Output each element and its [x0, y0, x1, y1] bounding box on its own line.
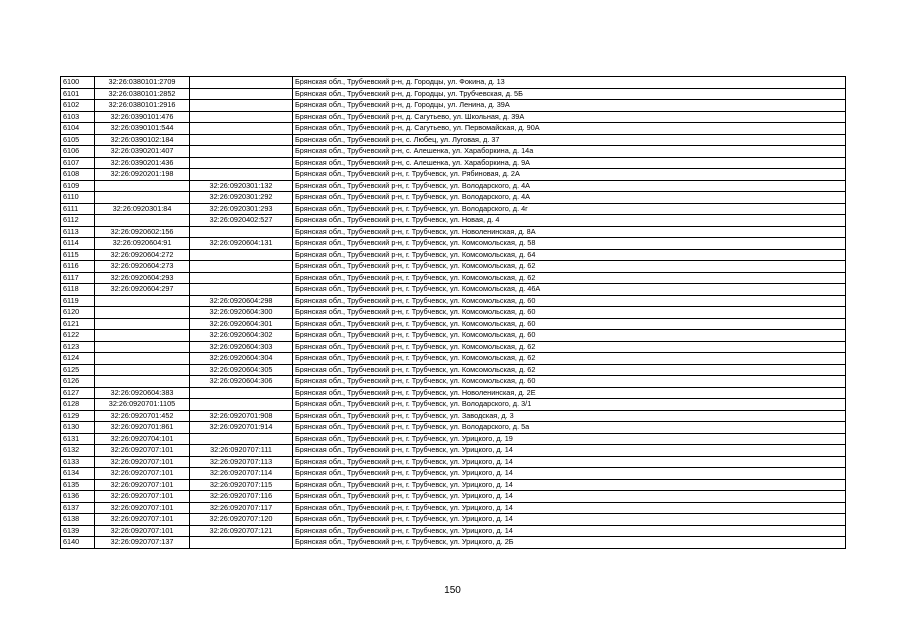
- row-number-cell: 6134: [61, 468, 95, 480]
- building-cadastral-number-cell: [190, 169, 293, 181]
- building-cadastral-number-cell: [190, 111, 293, 123]
- address-cell: Брянская обл., Трубчевский р-н, д. Городцы, ул. Ленина, д. 39А: [293, 100, 846, 112]
- table-row: [61, 203, 846, 215]
- table-row: [61, 192, 846, 204]
- table-row: [61, 341, 846, 353]
- land-cadastral-number-cell: 32:26:0380101:2916: [95, 100, 190, 112]
- building-cadastral-number-cell: 32:26:0920707:115: [190, 479, 293, 491]
- building-cadastral-number-cell: 32:26:0920604:298: [190, 295, 293, 307]
- address-cell: Брянская обл., Трубчевский р-н, г. Трубчевск, ул. Заводская, д. 3: [293, 410, 846, 422]
- address-cell: Брянская обл., Трубчевский р-н, г. Трубчевск, ул. Урицкого, д. 14: [293, 456, 846, 468]
- table-row: [61, 226, 846, 238]
- address-cell: Брянская обл., Трубчевский р-н, г. Трубчевск, ул. Комсомольская, д. 60: [293, 318, 846, 330]
- row-number-cell: 6110: [61, 192, 95, 204]
- address-cell: Брянская обл., Трубчевский р-н, г. Трубчевск, ул. Володарского, д. 4г: [293, 203, 846, 215]
- building-cadastral-number-cell: 32:26:0920707:120: [190, 514, 293, 526]
- address-cell: Брянская обл., Трубчевский р-н, г. Трубчевск, ул. Комсомольская, д. 60: [293, 376, 846, 388]
- land-cadastral-number-cell: 32:26:0920602:156: [95, 226, 190, 238]
- table-row: [61, 491, 846, 503]
- row-number-cell: 6137: [61, 502, 95, 514]
- land-cadastral-number-cell: 32:26:0920707:101: [95, 502, 190, 514]
- table-row: [61, 364, 846, 376]
- row-number-cell: 6133: [61, 456, 95, 468]
- table-row: [61, 169, 846, 181]
- land-cadastral-number-cell: [95, 192, 190, 204]
- table-row: [61, 307, 846, 319]
- address-cell: Брянская обл., Трубчевский р-н, г. Трубчевск, ул. Володарского, д. 4А: [293, 192, 846, 204]
- row-number-cell: 6103: [61, 111, 95, 123]
- building-cadastral-number-cell: 32:26:0920301:292: [190, 192, 293, 204]
- address-cell: Брянская обл., Трубчевский р-н, г. Трубчевск, ул. Комсомольская, д. 62: [293, 353, 846, 365]
- table-row: [61, 468, 846, 480]
- land-cadastral-number-cell: 32:26:0920707:101: [95, 468, 190, 480]
- row-number-cell: 6139: [61, 525, 95, 537]
- row-number-cell: 6102: [61, 100, 95, 112]
- land-cadastral-number-cell: 32:26:0920707:101: [95, 456, 190, 468]
- row-number-cell: 6125: [61, 364, 95, 376]
- row-number-cell: 6100: [61, 77, 95, 89]
- address-cell: Брянская обл., Трубчевский р-н, г. Трубчевск, ул. Новоленинская, д. 2Е: [293, 387, 846, 399]
- table-row: [61, 387, 846, 399]
- table-row: [61, 77, 846, 89]
- table-row: [61, 100, 846, 112]
- table-row: [61, 180, 846, 192]
- row-number-cell: 6117: [61, 272, 95, 284]
- building-cadastral-number-cell: [190, 537, 293, 549]
- building-cadastral-number-cell: 32:26:0920301:132: [190, 180, 293, 192]
- building-cadastral-number-cell: [190, 387, 293, 399]
- address-cell: Брянская обл., Трубчевский р-н, г. Трубчевск, ул. Урицкого, д. 19: [293, 433, 846, 445]
- land-cadastral-number-cell: [95, 330, 190, 342]
- table-row: [61, 284, 846, 296]
- building-cadastral-number-cell: [190, 433, 293, 445]
- row-number-cell: 6129: [61, 410, 95, 422]
- table-row: [61, 445, 846, 457]
- address-cell: Брянская обл., Трубчевский р-н, г. Трубчевск, ул. Комсомольская, д. 62: [293, 261, 846, 273]
- building-cadastral-number-cell: 32:26:0920707:116: [190, 491, 293, 503]
- table-row: [61, 238, 846, 250]
- land-cadastral-number-cell: 32:26:0920604:383: [95, 387, 190, 399]
- land-cadastral-number-cell: 32:26:0920201:198: [95, 169, 190, 181]
- row-number-cell: 6106: [61, 146, 95, 158]
- building-cadastral-number-cell: [190, 146, 293, 158]
- address-cell: Брянская обл., Трубчевский р-н, г. Трубчевск, ул. Комсомольская, д. 60: [293, 330, 846, 342]
- building-cadastral-number-cell: [190, 226, 293, 238]
- table-row: [61, 111, 846, 123]
- row-number-cell: 6114: [61, 238, 95, 250]
- row-number-cell: 6140: [61, 537, 95, 549]
- row-number-cell: 6112: [61, 215, 95, 227]
- land-cadastral-number-cell: 32:26:0920604:293: [95, 272, 190, 284]
- address-cell: Брянская обл., Трубчевский р-н, с. Любец, ул. Луговая, д. 37: [293, 134, 846, 146]
- land-cadastral-number-cell: 32:26:0920604:273: [95, 261, 190, 273]
- building-cadastral-number-cell: [190, 261, 293, 273]
- building-cadastral-number-cell: [190, 157, 293, 169]
- building-cadastral-number-cell: 32:26:0920604:305: [190, 364, 293, 376]
- table-row: [61, 353, 846, 365]
- address-cell: Брянская обл., Трубчевский р-н, г. Трубчевск, ул. Володарского, д. 4А: [293, 180, 846, 192]
- row-number-cell: 6105: [61, 134, 95, 146]
- address-cell: Брянская обл., Трубчевский р-н, г. Трубчевск, ул. Новоленинская, д. 8А: [293, 226, 846, 238]
- row-number-cell: 6131: [61, 433, 95, 445]
- building-cadastral-number-cell: 32:26:0920604:303: [190, 341, 293, 353]
- land-cadastral-number-cell: 32:26:0920701:1105: [95, 399, 190, 411]
- table-row: [61, 479, 846, 491]
- land-cadastral-number-cell: [95, 318, 190, 330]
- building-cadastral-number-cell: 32:26:0920604:304: [190, 353, 293, 365]
- building-cadastral-number-cell: 32:26:0920707:121: [190, 525, 293, 537]
- land-cadastral-number-cell: [95, 215, 190, 227]
- land-cadastral-number-cell: 32:26:0380101:2709: [95, 77, 190, 89]
- land-cadastral-number-cell: [95, 295, 190, 307]
- address-cell: Брянская обл., Трубчевский р-н, г. Трубчевск, ул. Комсомольская, д. 46А: [293, 284, 846, 296]
- address-cell: Брянская обл., Трубчевский р-н, д. Сагутьево, ул. Первомайская, д. 90А: [293, 123, 846, 135]
- table-row: [61, 215, 846, 227]
- table-row: [61, 249, 846, 261]
- address-cell: Брянская обл., Трубчевский р-н, г. Трубчевск, ул. Комсомольская, д. 62: [293, 272, 846, 284]
- row-number-cell: 6107: [61, 157, 95, 169]
- table-row: [61, 502, 846, 514]
- land-cadastral-number-cell: 32:26:0920707:101: [95, 491, 190, 503]
- row-number-cell: 6120: [61, 307, 95, 319]
- address-cell: Брянская обл., Трубчевский р-н, г. Трубчевск, ул. Комсомольская, д. 64: [293, 249, 846, 261]
- row-number-cell: 6130: [61, 422, 95, 434]
- land-cadastral-number-cell: [95, 376, 190, 388]
- building-cadastral-number-cell: [190, 88, 293, 100]
- address-cell: Брянская обл., Трубчевский р-н, г. Трубчевск, ул. Урицкого, д. 14: [293, 502, 846, 514]
- address-cell: Брянская обл., Трубчевский р-н, д. Городцы, ул. Фокина, д. 13: [293, 77, 846, 89]
- address-cell: Брянская обл., Трубчевский р-н, г. Трубчевск, ул. Володарского, д. 5а: [293, 422, 846, 434]
- address-cell: Брянская обл., Трубчевский р-н, г. Трубчевск, ул. Урицкого, д. 14: [293, 445, 846, 457]
- building-cadastral-number-cell: 32:26:0920604:306: [190, 376, 293, 388]
- table-row: [61, 399, 846, 411]
- table-row: [61, 261, 846, 273]
- row-number-cell: 6128: [61, 399, 95, 411]
- row-number-cell: 6116: [61, 261, 95, 273]
- building-cadastral-number-cell: 32:26:0920707:117: [190, 502, 293, 514]
- address-cell: Брянская обл., Трубчевский р-н, г. Трубчевск, ул. Урицкого, д. 14: [293, 514, 846, 526]
- row-number-cell: 6101: [61, 88, 95, 100]
- row-number-cell: 6124: [61, 353, 95, 365]
- row-number-cell: 6136: [61, 491, 95, 503]
- table-row: [61, 295, 846, 307]
- land-cadastral-number-cell: 32:26:0920707:101: [95, 525, 190, 537]
- row-number-cell: 6126: [61, 376, 95, 388]
- table-row: [61, 157, 846, 169]
- land-cadastral-number-cell: 32:26:0920704:101: [95, 433, 190, 445]
- land-cadastral-number-cell: [95, 180, 190, 192]
- row-number-cell: 6123: [61, 341, 95, 353]
- row-number-cell: 6119: [61, 295, 95, 307]
- table-row: [61, 134, 846, 146]
- building-cadastral-number-cell: 32:26:0920701:908: [190, 410, 293, 422]
- land-cadastral-number-cell: [95, 353, 190, 365]
- building-cadastral-number-cell: [190, 284, 293, 296]
- table-body: [61, 77, 846, 549]
- row-number-cell: 6113: [61, 226, 95, 238]
- row-number-cell: 6135: [61, 479, 95, 491]
- table-row: [61, 376, 846, 388]
- building-cadastral-number-cell: [190, 134, 293, 146]
- address-cell: Брянская обл., Трубчевский р-н, г. Трубчевск, ул. Володарского, д. 3/1: [293, 399, 846, 411]
- land-cadastral-number-cell: 32:26:0920707:101: [95, 514, 190, 526]
- row-number-cell: 6127: [61, 387, 95, 399]
- building-cadastral-number-cell: [190, 272, 293, 284]
- land-cadastral-number-cell: 32:26:0390201:436: [95, 157, 190, 169]
- table-row: [61, 456, 846, 468]
- land-cadastral-number-cell: 32:26:0920707:137: [95, 537, 190, 549]
- address-cell: Брянская обл., Трубчевский р-н, с. Алешенка, ул. Хараборкина, д. 9А: [293, 157, 846, 169]
- land-cadastral-number-cell: [95, 307, 190, 319]
- building-cadastral-number-cell: 32:26:0920604:301: [190, 318, 293, 330]
- building-cadastral-number-cell: 32:26:0920604:131: [190, 238, 293, 250]
- row-number-cell: 6108: [61, 169, 95, 181]
- land-cadastral-number-cell: 32:26:0920604:272: [95, 249, 190, 261]
- land-cadastral-number-cell: 32:26:0920707:101: [95, 445, 190, 457]
- table-row: [61, 318, 846, 330]
- building-cadastral-number-cell: 32:26:0920604:302: [190, 330, 293, 342]
- address-cell: Брянская обл., Трубчевский р-н, г. Трубчевск, ул. Комсомольская, д. 58: [293, 238, 846, 250]
- land-cadastral-number-cell: [95, 341, 190, 353]
- land-cadastral-number-cell: 32:26:0920707:101: [95, 479, 190, 491]
- table-row: [61, 422, 846, 434]
- address-cell: Брянская обл., Трубчевский р-н, г. Трубчевск, ул. Комсомольская, д. 60: [293, 295, 846, 307]
- address-cell: Брянская обл., Трубчевский р-н, г. Трубчевск, ул. Урицкого, д. 14: [293, 525, 846, 537]
- land-cadastral-number-cell: 32:26:0380101:2852: [95, 88, 190, 100]
- land-cadastral-number-cell: 32:26:0920701:861: [95, 422, 190, 434]
- land-cadastral-number-cell: 32:26:0920301:84: [95, 203, 190, 215]
- building-cadastral-number-cell: 32:26:0920707:113: [190, 456, 293, 468]
- row-number-cell: 6121: [61, 318, 95, 330]
- table-row: [61, 514, 846, 526]
- address-cell: Брянская обл., Трубчевский р-н, г. Трубчевск, ул. Рябиновая, д. 2А: [293, 169, 846, 181]
- building-cadastral-number-cell: [190, 399, 293, 411]
- land-cadastral-number-cell: 32:26:0390101:476: [95, 111, 190, 123]
- row-number-cell: 6118: [61, 284, 95, 296]
- building-cadastral-number-cell: [190, 77, 293, 89]
- building-cadastral-number-cell: 32:26:0920301:293: [190, 203, 293, 215]
- table-row: [61, 88, 846, 100]
- building-cadastral-number-cell: 32:26:0920604:300: [190, 307, 293, 319]
- building-cadastral-number-cell: 32:26:0920707:111: [190, 445, 293, 457]
- row-number-cell: 6109: [61, 180, 95, 192]
- row-number-cell: 6122: [61, 330, 95, 342]
- land-cadastral-number-cell: [95, 364, 190, 376]
- land-cadastral-number-cell: 32:26:0390101:544: [95, 123, 190, 135]
- address-cell: Брянская обл., Трубчевский р-н, д. Сагутьево, ул. Школьная, д. 39А: [293, 111, 846, 123]
- land-cadastral-number-cell: 32:26:0390201:407: [95, 146, 190, 158]
- address-cell: Брянская обл., Трубчевский р-н, г. Трубчевск, ул. Новая, д. 4: [293, 215, 846, 227]
- table-row: [61, 525, 846, 537]
- row-number-cell: 6138: [61, 514, 95, 526]
- row-number-cell: 6104: [61, 123, 95, 135]
- property-register-table: [60, 76, 846, 549]
- page-number: 150: [444, 585, 461, 596]
- address-cell: Брянская обл., Трубчевский р-н, г. Трубчевск, ул. Комсомольская, д. 60: [293, 307, 846, 319]
- building-cadastral-number-cell: [190, 123, 293, 135]
- table-row: [61, 410, 846, 422]
- table-row: [61, 330, 846, 342]
- building-cadastral-number-cell: 32:26:0920402:527: [190, 215, 293, 227]
- land-cadastral-number-cell: 32:26:0920604:91: [95, 238, 190, 250]
- address-cell: Брянская обл., Трубчевский р-н, г. Трубчевск, ул. Комсомольская, д. 62: [293, 341, 846, 353]
- row-number-cell: 6111: [61, 203, 95, 215]
- row-number-cell: 6115: [61, 249, 95, 261]
- table-row: [61, 433, 846, 445]
- building-cadastral-number-cell: 32:26:0920707:114: [190, 468, 293, 480]
- table-row: [61, 272, 846, 284]
- address-cell: Брянская обл., Трубчевский р-н, с. Алешенка, ул. Хараборкина, д. 14а: [293, 146, 846, 158]
- address-cell: Брянская обл., Трубчевский р-н, г. Трубчевск, ул. Комсомольская, д. 62: [293, 364, 846, 376]
- land-cadastral-number-cell: 32:26:0920701:452: [95, 410, 190, 422]
- address-cell: Брянская обл., Трубчевский р-н, г. Трубчевск, ул. Урицкого, д. 14: [293, 468, 846, 480]
- address-cell: Брянская обл., Трубчевский р-н, д. Городцы, ул. Трубчевская, д. 5Б: [293, 88, 846, 100]
- building-cadastral-number-cell: [190, 100, 293, 112]
- land-cadastral-number-cell: 32:26:0920604:297: [95, 284, 190, 296]
- table-row: [61, 537, 846, 549]
- address-cell: Брянская обл., Трубчевский р-н, г. Трубчевск, ул. Урицкого, д. 14: [293, 491, 846, 503]
- row-number-cell: 6132: [61, 445, 95, 457]
- table-row: [61, 146, 846, 158]
- building-cadastral-number-cell: [190, 249, 293, 261]
- address-cell: Брянская обл., Трубчевский р-н, г. Трубчевск, ул. Урицкого, д. 14: [293, 479, 846, 491]
- land-cadastral-number-cell: 32:26:0390102:184: [95, 134, 190, 146]
- address-cell: Брянская обл., Трубчевский р-н, г. Трубчевск, ул. Урицкого, д. 2Б: [293, 537, 846, 549]
- building-cadastral-number-cell: 32:26:0920701:914: [190, 422, 293, 434]
- table-row: [61, 123, 846, 135]
